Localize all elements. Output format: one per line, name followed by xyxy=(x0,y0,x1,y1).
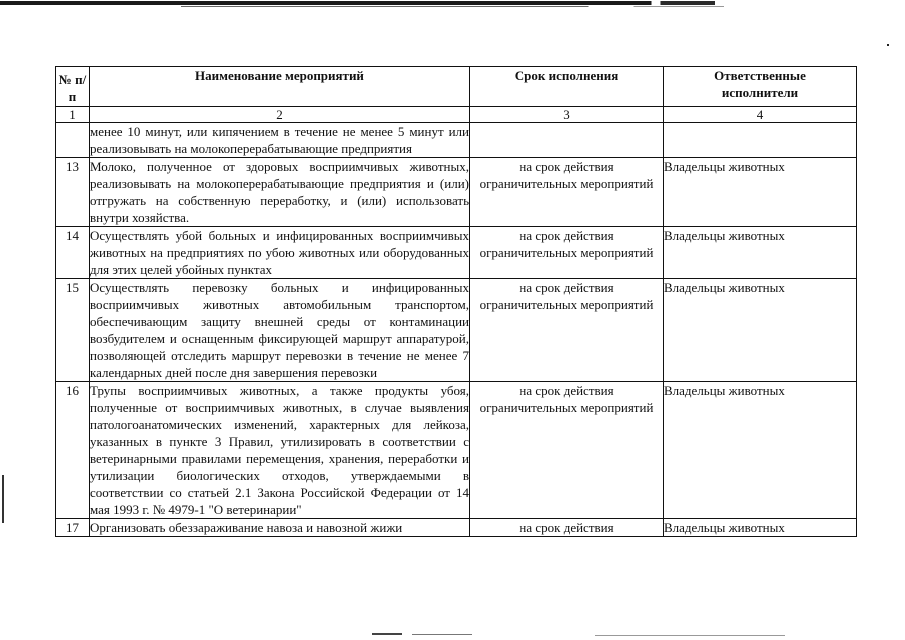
scan-artifact-bottom xyxy=(372,633,402,635)
row-term xyxy=(470,123,664,158)
scan-artifact-left xyxy=(2,475,4,523)
scan-artifact-top xyxy=(0,1,905,5)
header-name: Наименование мероприятий xyxy=(90,67,470,107)
column-number: 1 xyxy=(56,107,90,123)
row-resp: Владельцы животных xyxy=(664,519,857,537)
row-term: на срок действия ограничительных мероприятий xyxy=(470,227,664,279)
scan-artifact-top-thin xyxy=(0,6,905,7)
row-number: 17 xyxy=(56,519,90,537)
scan-artifact-bottom xyxy=(412,634,472,635)
scan-artifact-dot xyxy=(887,44,889,46)
table-row xyxy=(56,279,857,382)
row-resp: Владельцы животных xyxy=(664,227,857,279)
row-text: Организовать обеззараживание навоза и навозной жижи xyxy=(90,519,470,537)
header-row xyxy=(56,67,857,107)
row-resp xyxy=(664,123,857,158)
header-num: № п/п xyxy=(56,67,90,107)
column-number: 2 xyxy=(90,107,470,123)
row-text: Трупы восприимчивых животных, а также продукты убоя, полученные от восприимчивых животных, в случае выявления патологоанатомических изменений, характерных для лейкоза, указанных в пункте 3 Правил, утилизировать в соответствии с ветеринарными правилами перемещения, хранения, переработки и утилизации биологических отходов, утверждаемыми в соответствии со статьей 2.1 Закона Российской Федерации от 14 мая 1993 г. № 4979-1 "О ветеринарии" xyxy=(90,383,469,517)
row-term: на срок действия ограничительных мероприятий xyxy=(470,158,664,227)
row-resp: Владельцы животных xyxy=(664,158,857,227)
header-resp: Ответственные исполнители xyxy=(664,67,857,107)
table-row xyxy=(56,382,857,519)
table-row xyxy=(56,123,857,158)
column-number-row xyxy=(56,107,857,123)
row-resp: Владельцы животных xyxy=(664,279,857,382)
row-text: менее 10 минут, или кипячением в течение не менее 5 минут или реализовывать на молокоперерабатывающие предприятия xyxy=(90,124,469,156)
row-term: на срок действия xyxy=(470,519,664,537)
header-term: Срок исполнения xyxy=(470,67,664,107)
row-resp: Владельцы животных xyxy=(664,382,857,519)
row-text: Осуществлять убой больных и инфицированных восприимчивых животных на предприятиях по убою животных или оборудованных для этих целей убойных пунктах xyxy=(90,228,469,277)
row-number: 13 xyxy=(56,158,90,227)
row-text: Осуществлять перевозку больных и инфицированных восприимчивых животных автомобильным транспортом, обеспечивающим защиту внешней среды от контаминации возбудителем и оснащенным фиксирующей маршрут аппаратурой, позволяющей отследить маршрут перевозки в течение не менее 7 календарных дней после дня завершения перевозки xyxy=(90,280,469,380)
row-number: 16 xyxy=(56,382,90,519)
table-row xyxy=(56,227,857,279)
scan-artifact-bottom xyxy=(595,635,785,636)
row-number: 15 xyxy=(56,279,90,382)
row-text: Молоко, полученное от здоровых восприимчивых животных, реализовывать на молокоперерабатывающие предприятия и (или) отгружать на собственную переработку, и (или) использовать внутри хозяйства. xyxy=(90,159,469,225)
row-number: 14 xyxy=(56,227,90,279)
row-term: на срок действия ограничительных мероприятий xyxy=(470,382,664,519)
measures-table xyxy=(55,66,857,537)
column-number: 3 xyxy=(470,107,664,123)
table-row xyxy=(56,158,857,227)
column-number: 4 xyxy=(664,107,857,123)
row-term: на срок действия ограничительных мероприятий xyxy=(470,279,664,382)
row-number xyxy=(56,123,90,158)
table-row xyxy=(56,519,857,537)
